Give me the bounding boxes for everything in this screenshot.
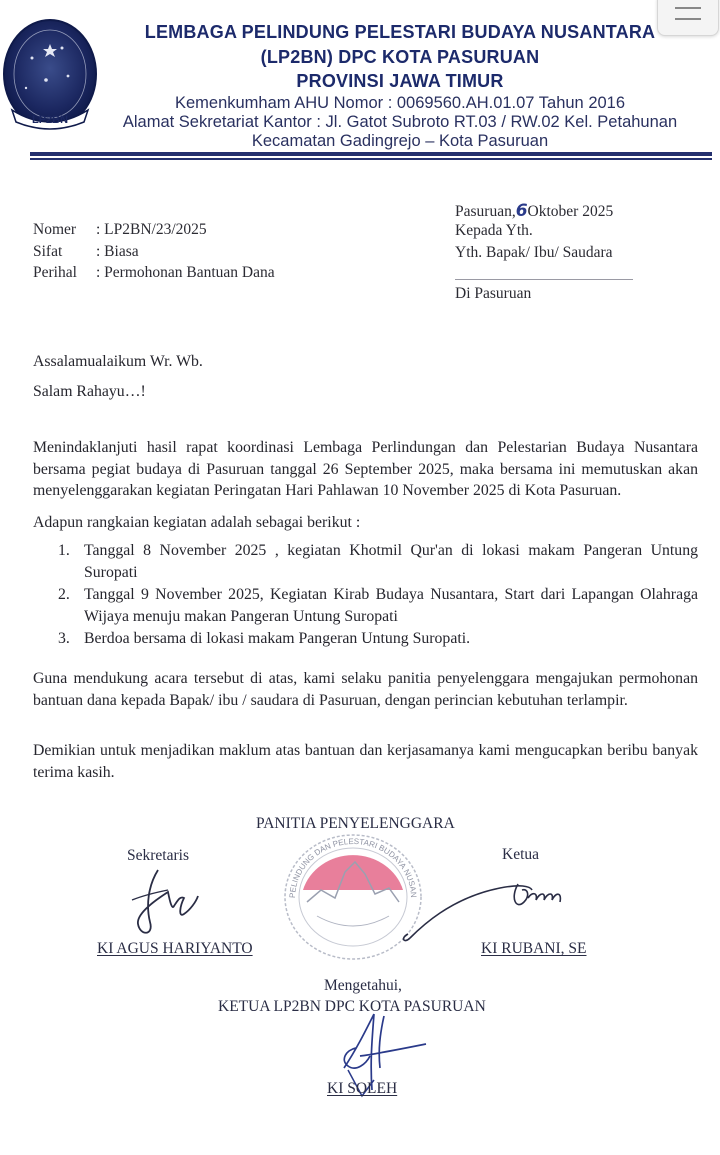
secretary-name: KI AGUS HARIYANTO xyxy=(97,940,253,957)
letterhead-divider-thin xyxy=(30,158,712,160)
to-label: Kepada Yth. xyxy=(455,222,533,239)
letterhead-divider xyxy=(30,152,712,156)
stamp-text: PELINDUNG DAN PELESTARI BUDAYA NUSAN xyxy=(287,836,419,899)
secretary-role: Sekretaris xyxy=(127,847,189,864)
address-line-1: Alamat Sekretariat Kantor : Jl. Gatot Subroto RT.03 / RW.02 Kel. Petahunan xyxy=(122,113,678,131)
number-label: Nomer xyxy=(33,221,77,238)
nature-value: : Biasa xyxy=(96,243,139,260)
paragraph-intro: Menindaklanjuti hasil rapat koordinasi Lembaga Perlindungan dan Pelestarian Budaya Nusantara bersama pegiat budaya di Pasuruan tanggal 26 September 2025, maka bersama ini memutuskan akan menyelenggarakan kegiatan Peringatan Hari Pahlawan 10 November 2025 di Kota Pasuruan. xyxy=(33,439,698,499)
secretary-signature xyxy=(128,866,208,938)
paragraph-request: Guna mendukung acara tersebut di atas, kami selaku panitia penyelenggara mengajukan permohonan bantuan dana kepada Bapak/ ibu / saudara di Pasuruan, dengan perincian kebutuhan terlampir. xyxy=(33,670,698,709)
subject-label: Perihal xyxy=(33,264,77,281)
activity-list xyxy=(58,540,698,651)
list-item: 3. Berdoa bersama di lokasi makam Pangeran Untung Suropati. xyxy=(58,630,471,647)
nature-label: Sifat xyxy=(33,243,63,260)
address-line-2: Kecamatan Gadingrejo – Kota Pasuruan xyxy=(251,132,549,150)
chair-signature xyxy=(390,868,590,948)
chair-name: KI RUBANI, SE xyxy=(481,940,587,957)
letterhead xyxy=(110,18,690,158)
registration-number: Kemenkumham AHU Nomor : 0069560.AH.01.07 Tahun 2016 xyxy=(174,94,626,112)
greeting-opening: Assalamualaikum Wr. Wb. xyxy=(33,353,203,370)
chair-role: Ketua xyxy=(502,846,540,863)
subject-value: : Permohonan Bantuan Dana xyxy=(96,264,275,281)
date-month-year: Oktober 2025 xyxy=(527,203,614,220)
addressee-blank-line xyxy=(455,279,633,280)
organization-logo xyxy=(2,18,98,130)
list-intro: Adapun rangkaian kegiatan adalah sebagai berikut : xyxy=(33,514,361,531)
acknowledged-label: Mengetahui, xyxy=(324,977,402,994)
paragraph-closing: Demikian untuk menjadikan maklum atas bantuan dan kerjasamanya kami mengucapkan beribu banyak terima kasih. xyxy=(33,742,698,781)
addressee: Yth. Bapak/ Ibu/ Saudara xyxy=(455,244,613,261)
logo-text: LP2BN xyxy=(31,114,69,126)
head-name: KI SOLEH xyxy=(327,1080,398,1097)
head-title: KETUA LP2BN DPC KOTA PASURUAN xyxy=(218,998,486,1015)
recipient-location: Di Pasuruan xyxy=(455,285,532,302)
place: Pasuruan, xyxy=(455,203,516,220)
committee-title: PANITIA PENYELENGGARA xyxy=(256,815,455,832)
org-name: LEMBAGA PELINDUNG PELESTARI BUDAYA NUSANTARA xyxy=(144,22,656,42)
org-branch: (LP2BN) DPC KOTA PASURUAN xyxy=(260,47,540,67)
number-value: : LP2BN/23/2025 xyxy=(96,221,207,238)
place-date xyxy=(455,201,613,221)
list-item: 2. Tanggal 9 November 2025, Kegiatan Kirab Budaya Nusantara, Start dari Lapangan Olahraga Wijaya menuju makan Pangeran Untung Suropati xyxy=(58,586,698,625)
handwritten-day: 6 xyxy=(515,201,528,221)
org-province: PROVINSI JAWA TIMUR xyxy=(296,71,504,91)
greeting-salam: Salam Rahayu…! xyxy=(33,383,146,400)
list-item: 1. Tanggal 8 November 2025 , kegiatan Khotmil Qur'an di lokasi makam Pangeran Untung Suropati xyxy=(58,542,698,581)
